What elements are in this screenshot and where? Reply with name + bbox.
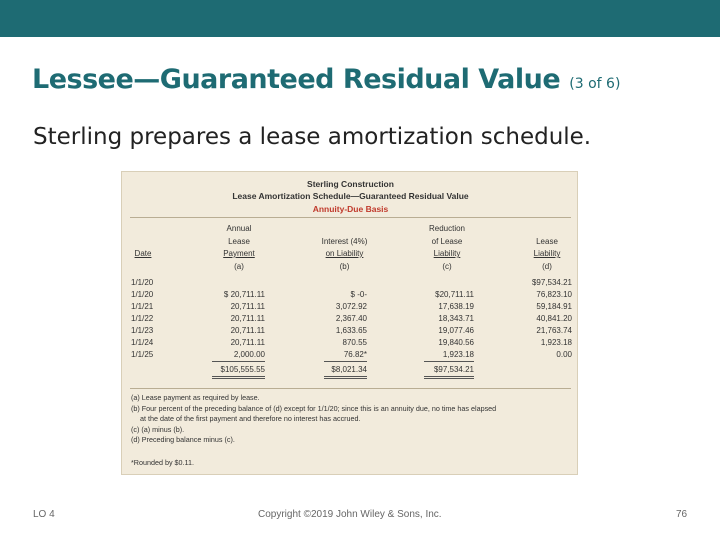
row-interest: $ -0-	[350, 290, 367, 299]
double-rule-reduction-2	[424, 378, 474, 379]
footnote-d: (d) Preceding balance minus (c).	[131, 435, 235, 444]
header-date: Date	[134, 249, 152, 258]
total-rule-payment	[212, 361, 265, 362]
exhibit-company: Sterling Construction	[307, 179, 394, 189]
exhibit-notes-rule	[130, 388, 571, 389]
top-banner	[0, 0, 720, 37]
exhibit-header-rule	[130, 217, 571, 218]
row-interest: 76.82*	[343, 350, 367, 359]
double-rule-payment-2	[212, 378, 265, 379]
row-liability: 40,841.20	[536, 314, 572, 323]
row-interest: 1,633.65	[335, 326, 367, 335]
row-payment: 2,000.00	[233, 350, 265, 359]
footnote-b-cont: at the date of the first payment and therefore no interest has accrued.	[140, 414, 361, 423]
row-reduction: $20,711.11	[435, 290, 474, 299]
header-interest: Interest (4%) on Liability (b)	[321, 236, 368, 271]
exhibit-schedule-title: Lease Amortization Schedule—Guaranteed Residual Value	[232, 191, 469, 201]
footnote-b: (b) Four percent of the preceding balance of (d) except for 1/1/20; since this is an annuity due, no time has elapsed	[131, 403, 497, 413]
row-interest: 3,072.92	[335, 302, 367, 311]
header-reduction: Reduction of Lease Liability (c)	[428, 224, 466, 271]
row-date: 1/1/23	[131, 326, 154, 335]
row-liability: 0.00	[556, 350, 572, 359]
slide-title-part: (3 of 6)	[569, 76, 621, 92]
row-liability: 21,763.74	[536, 326, 572, 335]
header-liability: Lease Liability (d)	[533, 236, 561, 271]
row-liability: $97,534.21	[531, 278, 572, 287]
footer-copyright: Copyright ©2019 John Wiley & Sons, Inc.	[258, 509, 442, 520]
row-liability: 59,184.91	[536, 302, 572, 311]
exhibit-basis: Annuity-Due Basis	[312, 204, 389, 214]
amortization-schedule-exhibit	[121, 171, 578, 475]
footnote-a: (a) Lease payment as required by lease.	[131, 393, 260, 402]
total-payment: $105,555.55	[220, 365, 265, 374]
total-rule-reduction	[424, 361, 474, 362]
double-rule-reduction	[424, 376, 474, 377]
row-payment: $ 20,711.11	[223, 290, 265, 299]
footnote-rounding: *Rounded by $0.11.	[131, 458, 195, 467]
row-reduction: 17,638.19	[438, 302, 474, 311]
row-date: 1/1/25	[131, 350, 154, 359]
footnote-c: (c) (a) minus (b).	[131, 424, 185, 434]
row-date: 1/1/20	[131, 278, 154, 287]
row-reduction: 1,923.18	[442, 350, 474, 359]
row-payment: 20,711.11	[230, 326, 265, 335]
row-reduction: 19,077.46	[438, 326, 474, 335]
row-reduction: 18,343.71	[438, 314, 474, 323]
row-liability: 1,923.18	[540, 338, 572, 347]
footer-learning-objective: LO 4	[33, 509, 55, 520]
slide-title	[32, 64, 620, 95]
slide-title-main: Lessee—Guaranteed Residual Value	[32, 64, 561, 95]
slide-subtitle: Sterling prepares a lease amortization schedule.	[33, 124, 592, 150]
footer-page-number: 76	[676, 509, 688, 520]
row-date: 1/1/20	[131, 290, 154, 299]
row-interest: 2,367.40	[335, 314, 367, 323]
row-payment: 20,711.11	[230, 314, 265, 323]
total-interest: $8,021.34	[331, 365, 367, 374]
double-rule-payment	[212, 376, 265, 377]
total-reduction: $97,534.21	[433, 365, 474, 374]
row-interest: 870.55	[342, 338, 367, 347]
row-reduction: 19,840.56	[438, 338, 474, 347]
row-date: 1/1/22	[131, 314, 154, 323]
total-rule-interest	[324, 361, 367, 362]
header-payment: Annual Lease Payment (a)	[223, 224, 255, 271]
row-date: 1/1/21	[131, 302, 154, 311]
row-date: 1/1/24	[131, 338, 154, 347]
row-payment: 20,711.11	[230, 338, 265, 347]
double-rule-interest-2	[324, 378, 367, 379]
row-liability: 76,823.10	[536, 290, 572, 299]
double-rule-interest	[324, 376, 367, 377]
row-payment: 20,711.11	[230, 302, 265, 311]
